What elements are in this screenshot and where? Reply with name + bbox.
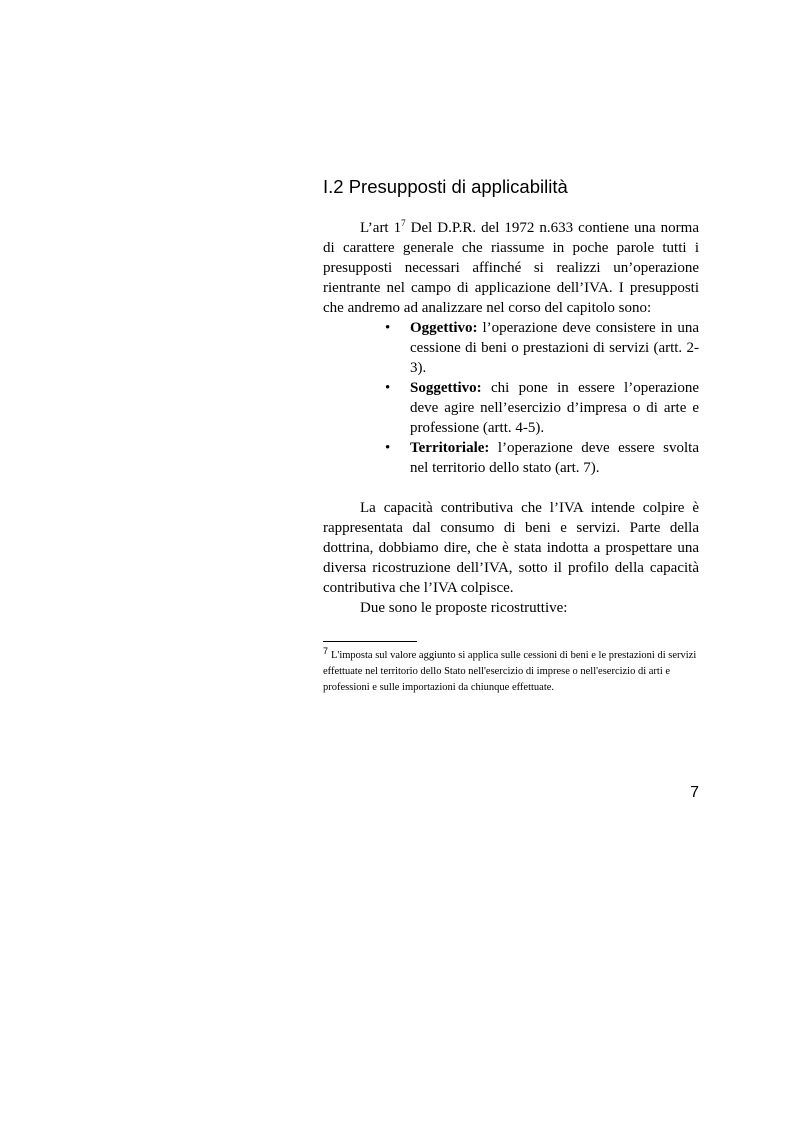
bullet-icon: • [385,380,391,396]
footnote [323,645,699,696]
list-item-text: chi pone in essere l’operazione deve agire nell’esercizio d’impresa o di arte e professione (artt. 4-5). [410,380,699,436]
list-item-term: Soggettivo: [410,380,482,396]
section-heading: I.2 Presupposti di applicabilità [323,176,568,197]
footnote-text: L'imposta sul valore aggiunto si applica sulle cessioni di beni e le prestazioni di servizi effettuate nel territorio dello Stato nell'esercizio di imprese o nell'esercizio di arti e professioni e sulle importazioni da chiunque effettuate. [323,650,697,693]
list-item-territoriale [385,438,699,478]
footnote-divider [323,641,417,642]
bullet-icon: • [385,440,391,456]
intro-text-start: L’art 1 [360,220,402,236]
intro-paragraph [323,218,699,318]
list-item-text: l’operazione deve essere svolta nel territorio dello stato (art. 7). [410,440,699,476]
footnote-number: 7 [323,645,329,656]
list-item-term: Oggettivo: [410,320,478,336]
intro-text-rest: Del D.P.R. del 1972 n.633 contiene una norma di carattere generale che riassume in poche parole tutti i presupposti necessari affinché si realizzi un’operazione rientrante nel campo di applicazione dell’IVA. I presupposti che andremo ad analizzare nel corso del capitolo sono: [323,220,699,316]
requirements-list [323,318,699,478]
list-item-soggettivo [385,378,699,438]
list-item-text: l’operazione deve consistere in una cessione di beni o prestazioni di servizi (artt. 2-3). [410,320,699,376]
capacity-paragraph: La capacità contributiva che l’IVA intende colpire è rappresentata dal consumo di beni e servizi. Parte della dottrina, dobbiamo dire, che è stata indotta a prospettare una diversa ricostruzione dell’IVA, sotto il profilo della capacità contributiva che l’IVA colpisce. [323,500,699,596]
bullet-icon: • [385,320,391,336]
proposals-paragraph: Due sono le proposte ricostruttive: [360,600,568,616]
page-content [323,170,699,696]
footnote-reference[interactable]: 7 [401,218,406,228]
list-item-term: Territoriale: [410,440,490,456]
list-item-oggettivo [385,318,699,378]
page-number: 7 [690,784,699,801]
